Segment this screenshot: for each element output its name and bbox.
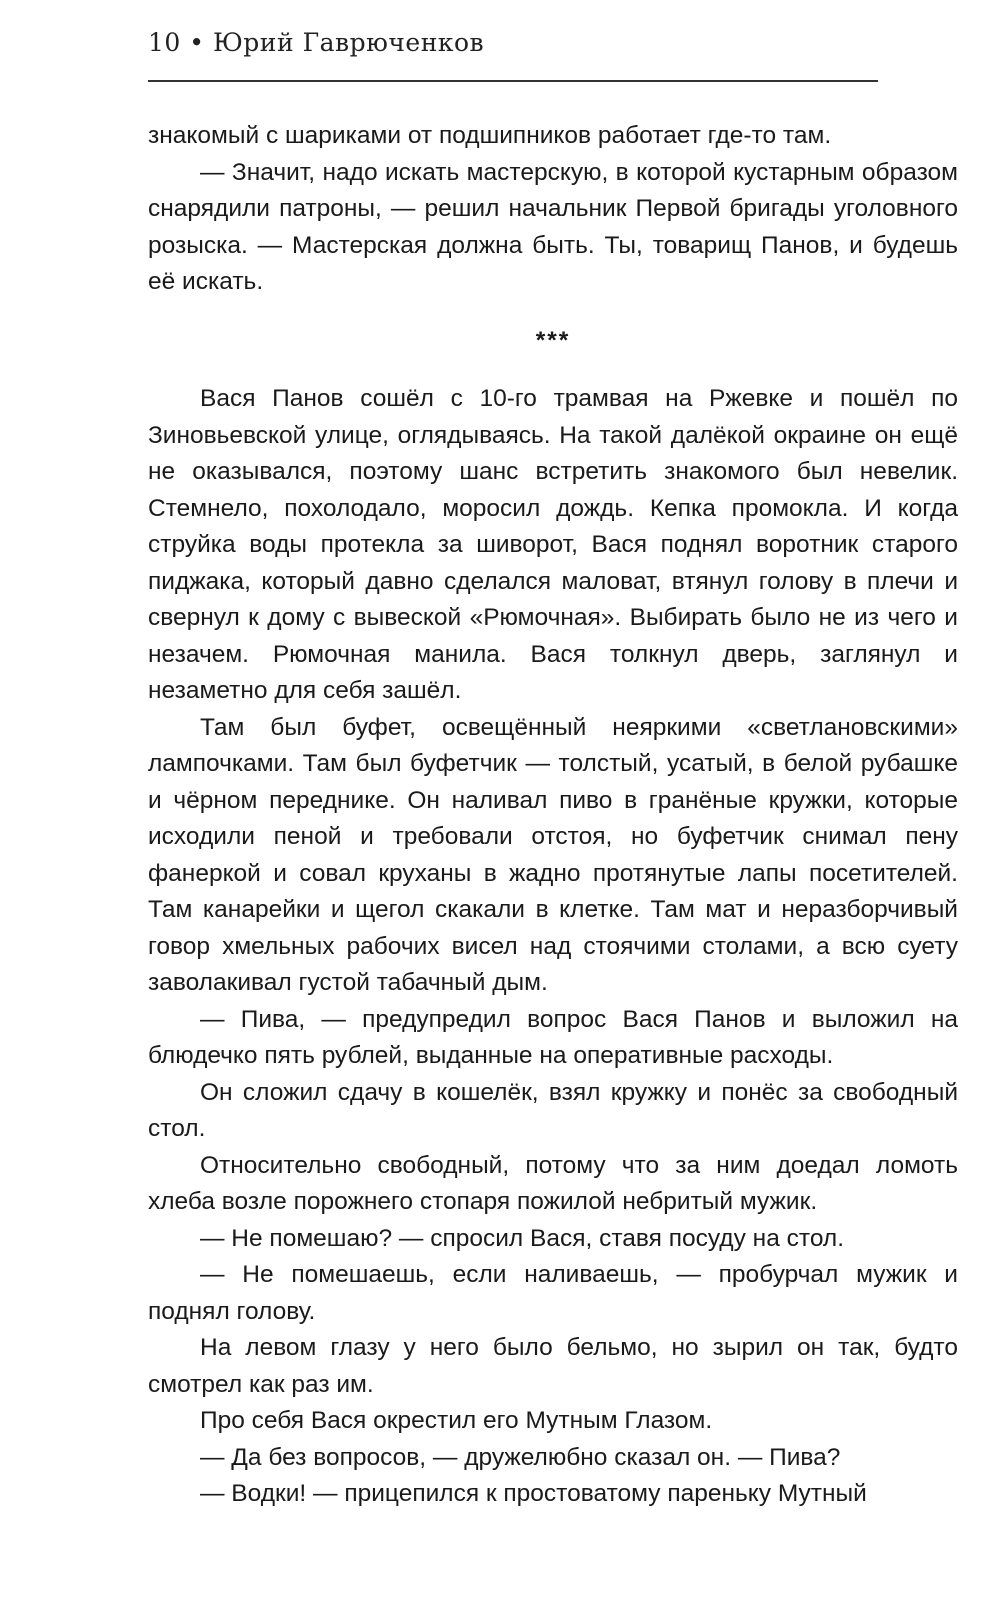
- paragraph: Там был буфет, освещённый неяркими «светлановскими» лампочками. Там был буфетчик — толстый, усатый, в белой рубашке и чёрном переднике. Он наливал пиво в гранёные кружки, которые исходили пеной и требовали отстоя, но буфетчик снимал пену фанеркой и совал круханы в жадно протянутые лапы посетителей. Там канарейки и щегол скакали в клетке. Там мат и неразборчивый говор хмельных рабочих висел над стоячими столами, а всю суету заволакивал густой табачный дым.: [148, 713, 958, 996]
- paragraph: — Значит, надо искать мастерскую, в которой кустарным образом снарядили патроны, — решил начальник Первой бригады уголовного розыска. — Мастерская должна быть. Ты, товарищ Панов, и будешь её искать.: [148, 158, 958, 295]
- page-body: [148, 118, 958, 1513]
- paragraph-continuation: знакомый с шариками от подшипников работает где-то там.: [148, 122, 832, 149]
- header-bullet: •: [189, 28, 205, 57]
- running-head: [148, 28, 484, 57]
- paragraph: Вася Панов сошёл с 10-го трамвая на Ржевке и пошёл по Зиновьевской улице, оглядываясь. На такой далёкой окраине он ещё не оказывался, поэтому шанс встретить знакомого был невелик. Стемнело, похолодало, моросил дождь. Кепка промокла. И когда струйка воды протекла за шиворот, Вася поднял воротник старого пиджака, который давно сделался маловат, втянул голову в плечи и свернул к дому с вывеской «Рюмочная». Выбирать было не из чего и незачем. Рюмочная манила. Вася толкнул дверь, заглянул и незаметно для себя зашёл.: [148, 385, 958, 704]
- paragraph: — Не помешаю? — спросил Вася, ставя посуду на стол.: [200, 1224, 845, 1252]
- paragraph: На левом глазу у него было бельмо, но зырил он так, будто смотрел как раз им.: [148, 1334, 958, 1398]
- paragraph: Он сложил сдачу в кошелёк, взял кружку и понёс за свободный стол.: [148, 1078, 958, 1142]
- paragraph: — Да без вопросов, — дружелюбно сказал он. — Пива?: [200, 1443, 841, 1471]
- paragraph: — Водки! — прицепился к простоватому пареньку Мутный: [200, 1480, 867, 1507]
- header-rule: [148, 80, 878, 82]
- paragraph: Про себя Вася окрестил его Мутным Глазом.: [200, 1407, 713, 1434]
- scene-separator: ***: [535, 326, 571, 354]
- author-name: Юрий Гаврюченков: [212, 28, 485, 57]
- paragraph: — Пива, — предупредил вопрос Вася Панов и выложил на блюдечко пять рублей, выданные на оперативные расходы.: [148, 1005, 958, 1069]
- page-number: 10: [148, 28, 181, 57]
- paragraph: — Не помешаешь, если наливаешь, — пробурчал мужик и поднял голову.: [148, 1261, 958, 1325]
- paragraph: Относительно свободный, потому что за ним доедал ломоть хлеба возле порожнего стопаря пожилой небритый мужик.: [148, 1151, 958, 1215]
